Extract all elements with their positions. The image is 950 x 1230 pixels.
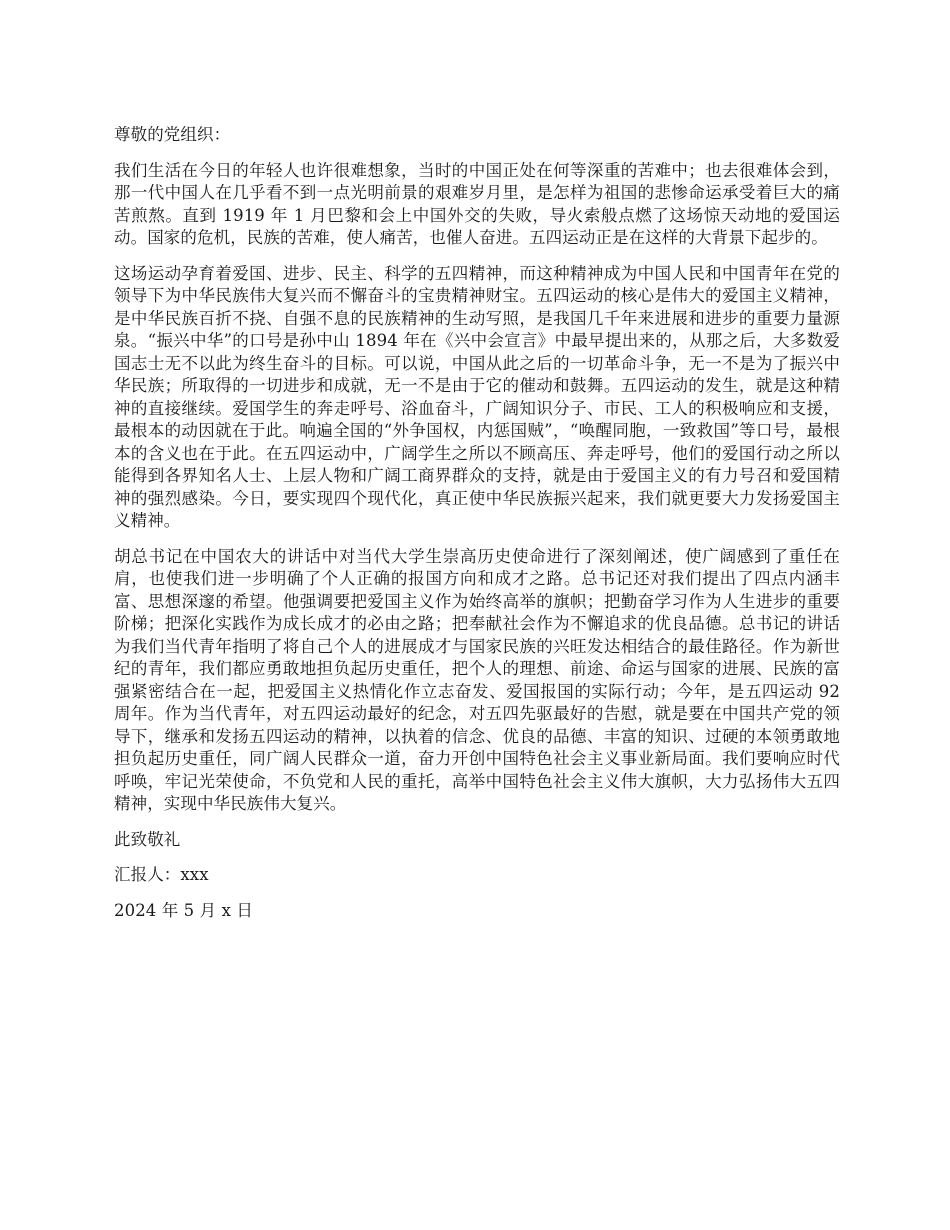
paragraph-3: 胡总书记在中国农大的讲话中对当代大学生崇高历史使命进行了深刻阐述，使广阔感到了重任在肩，也使我们进一步明确了个人正确的报国方向和成才之路。总书记还对我们提出了四点内涵丰富、思想深邃的希望。他强调要把爱国主义作为始终高举的旗帜；把勤奋学习作为人生进步的重要阶梯；把深化实践作为成长成才的必由之路；把奉献社会作为不懈追求的优良品德。总书记的讲话为我们当代青年指明了将自己个人的进展成才与国家民族的兴旺发达相结合的最佳路径。作为新世纪的青年，我们都应勇敢地担负起历史重任，把个人的理想、前途、命运与国家的进展、民族的富强紧密结合在一起，把爱国主义热情化作立志奋发、爱国报国的实际行动；今年，是五四运动 92 周年。作为当代青年，对五四运动最好的纪念，对五四先驱最好的告慰，就是要在中国共产党的领导下，继承和发扬五四运动的精神，以执着的信念、优良的品德、丰富的知识、过硬的本领勇敢地担负起历史重任，同广阔人民群众一道，奋力开创中国特色社会主义事业新局面。我们要响应时代呼唤，牢记光荣使命，不负党和人民的重托，高举中国特色社会主义伟大旗帜，大力弘扬伟大五四精神，实现中华民族伟大复兴。 <box>114 546 840 813</box>
closing: 此致敬礼 <box>114 829 181 849</box>
date: 2024 年 5 月 x 日 <box>114 900 253 920</box>
signer: 汇报人：xxx <box>114 865 209 884</box>
salutation: 尊敬的党组织： <box>114 125 231 144</box>
paragraph-2: 这场运动孕育着爱国、进步、民主、科学的五四精神，而这种精神成为中国人民和中国青年在党的领导下为中华民族伟大复兴而不懈奋斗的宝贵精神财宝。五四运动的核心是伟大的爱国主义精神，是中华民族百折不挠、自强不息的民族精神的生动写照，是我国几千年来进展和进步的重要力量源泉。“振兴中华”的口号是孙中山 1894 年在《兴中会宣言》中最早提出来的，从那之后，大多数爱国志士无不以此为终生奋斗的目标。可以说，中国从此之后的一切革命斗争，无一不是为了振兴中华民族；所取得的一切进步和成就，无一不是由于它的催动和鼓舞。五四运动的发生，就是这种精神的直接继续。爱国学生的奔走呼号、浴血奋斗，广阔知识分子、市民、工人的积极响应和支援，最根本的动因就在于此。响遍全国的“外争国权，内惩国贼”，“唤醒同胞，一致救国”等口号，最根本的含义也在于此。在五四运动中，广阔学生之所以不顾高压、奔走呼号，他们的爱国行动之所以能得到各界知名人士、上层人物和广阔工商界群众的支持，就是由于爱国主义的有力号召和爱国精神的强烈感染。今日，要实现四个现代化，真正使中华民族振兴起来，我们就更要大力发扬爱国主义精神。 <box>114 263 840 530</box>
letter-document <box>114 124 840 935</box>
paragraph-1: 我们生活在今日的年轻人也许很难想象，当时的中国正处在何等深重的苦难中；也去很难体会到，那一代中国人在几乎看不到一点光明前景的艰难岁月里，是怎样为祖国的悲惨命运承受着巨大的痛苦煎熬。直到 1919 年 1 月巴黎和会上中国外交的失败，导火索般点燃了这场惊天动地的爱国运动。国家的危机，民族的苦难，使人痛苦，也催人奋进。五四运动正是在这样的大背景下起步的。 <box>114 160 840 247</box>
